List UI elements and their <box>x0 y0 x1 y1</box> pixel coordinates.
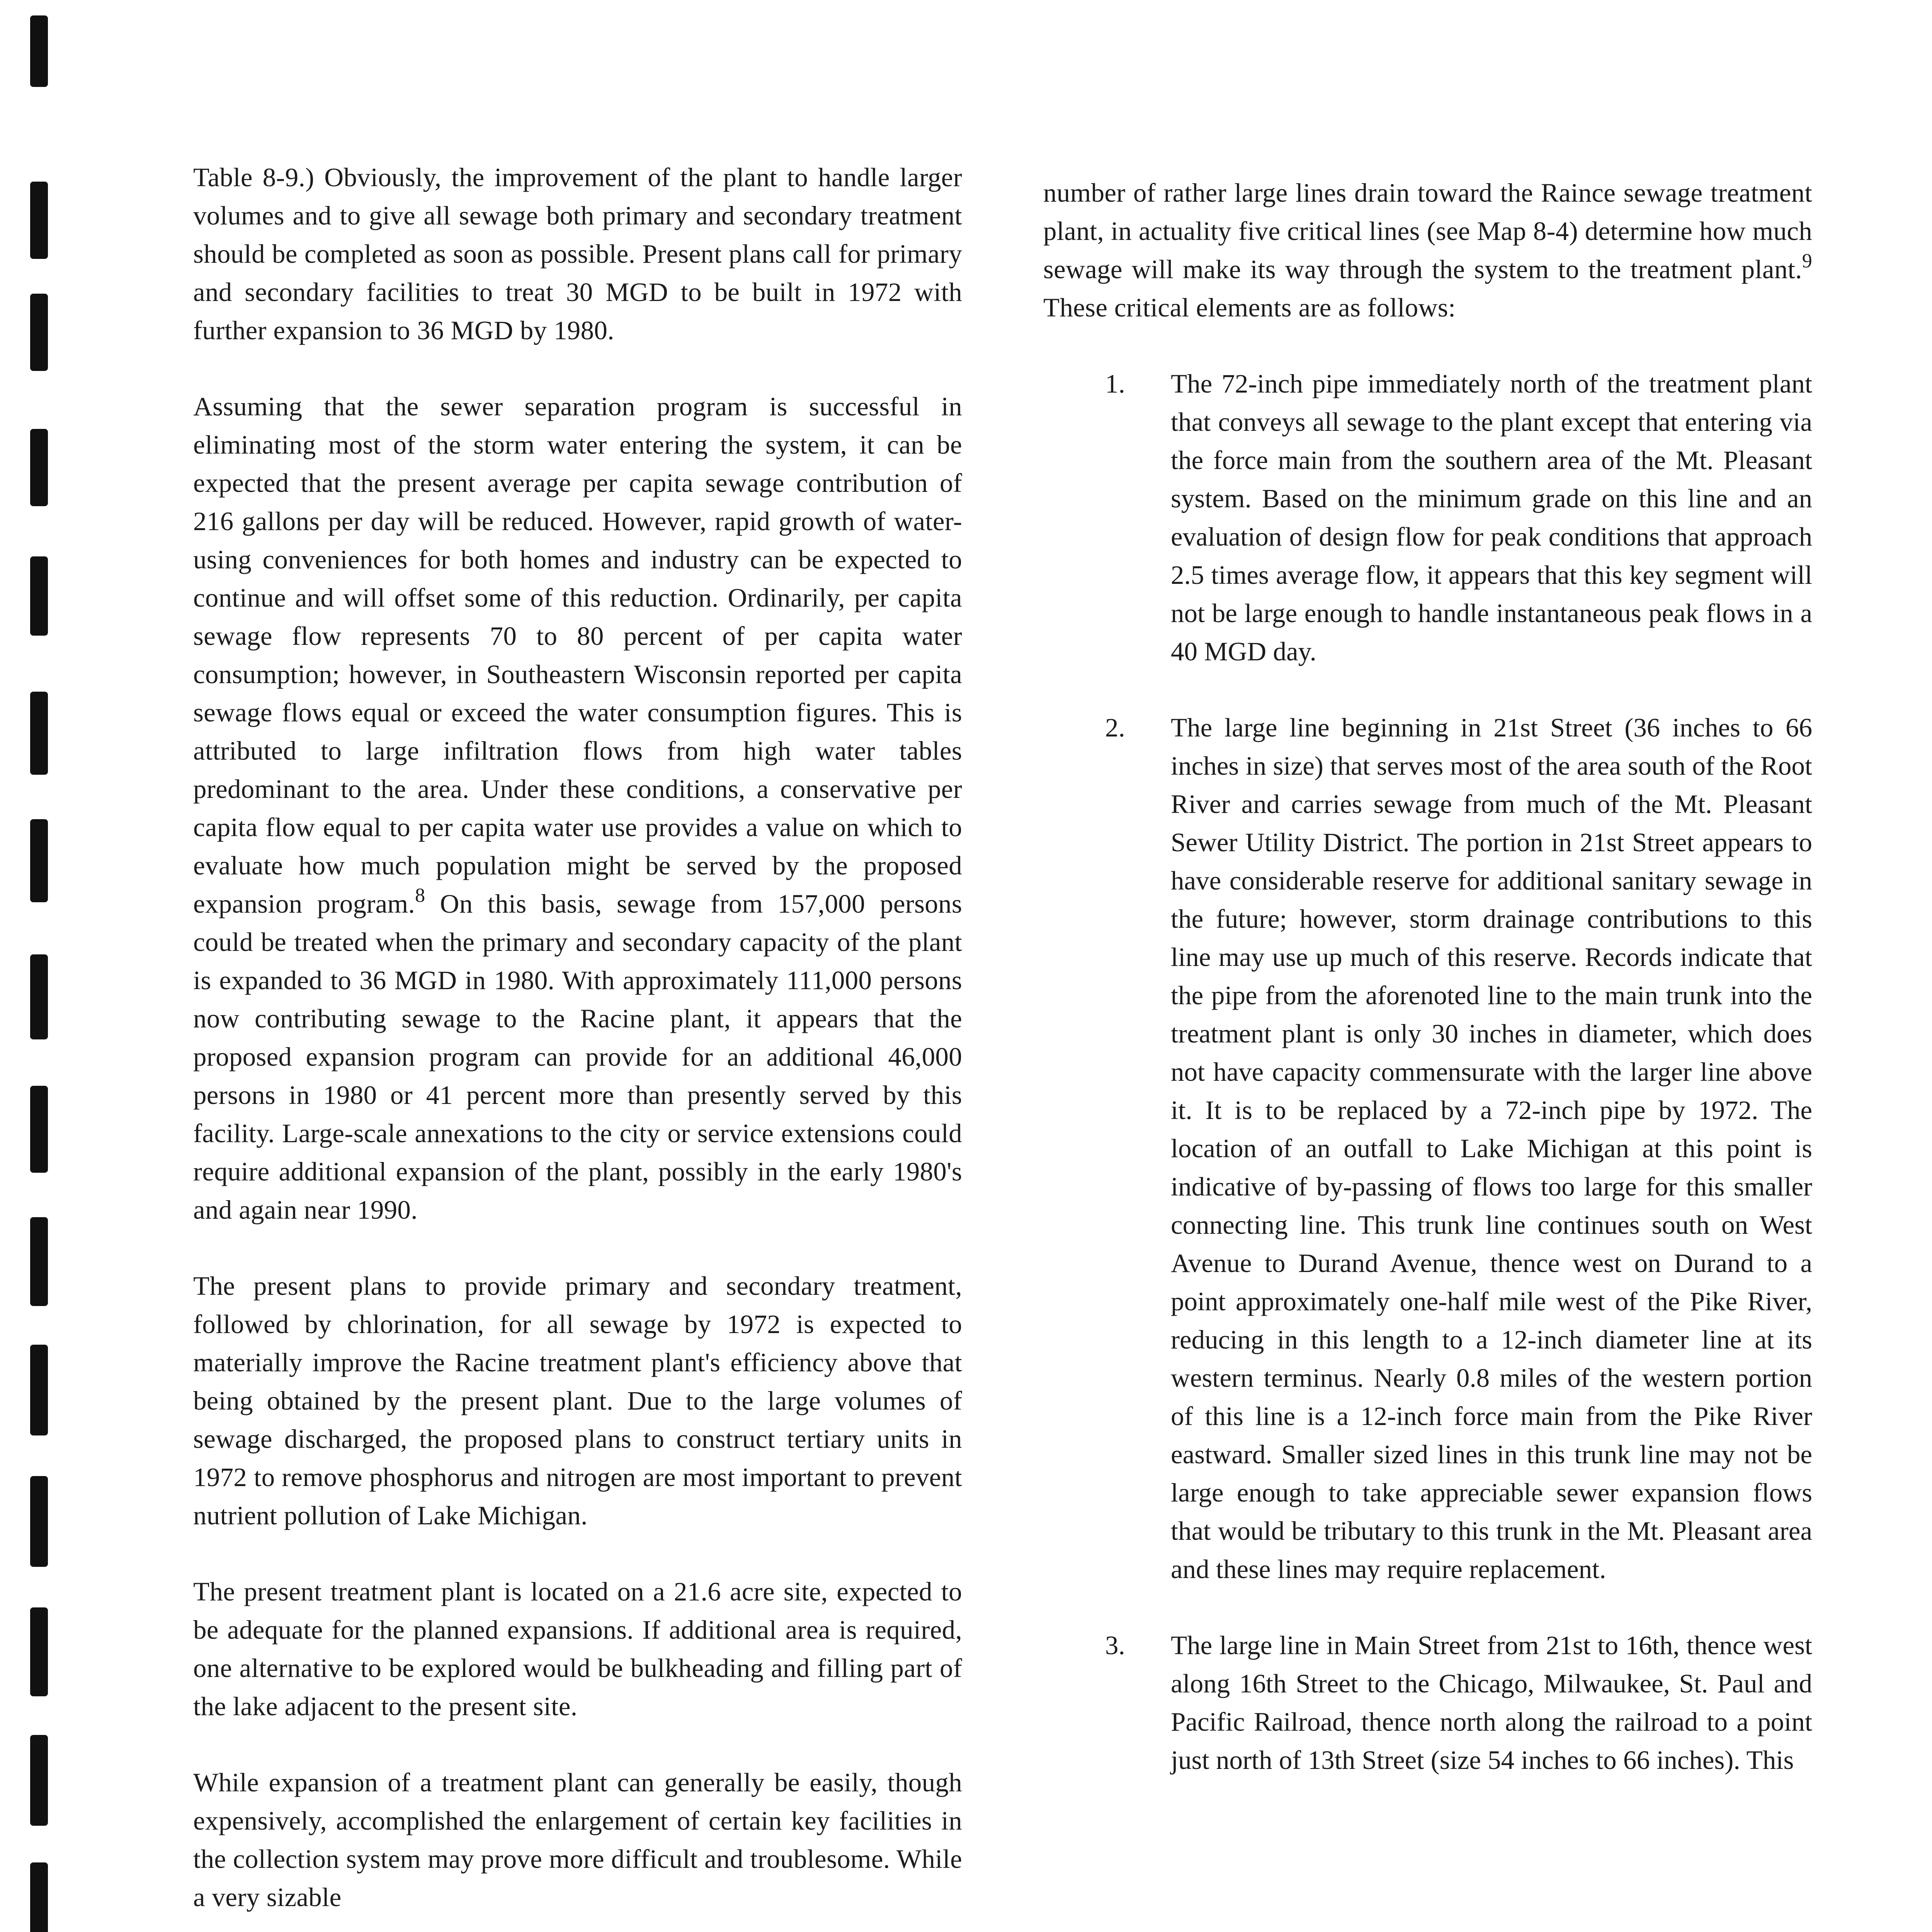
binding-mark <box>30 1735 48 1826</box>
binding-mark <box>30 1217 48 1306</box>
list-item <box>1043 709 1812 1588</box>
paragraph-text: number of rather large lines drain toward the Raince sewage treatment plant, in actuality five critical lines (see Map 8-4) determine how much sewage will make its way through the system to the treatment plant. <box>1043 178 1812 284</box>
binding-mark <box>30 1862 48 1932</box>
binding-mark <box>30 819 48 902</box>
paragraph: The present plans to provide primary and secondary treatment, followed by chlorination, for all sewage by 1972 is expected to materially improve the Racine treatment plant's efficiency above that being obtained by the present plant. Due to the large volumes of sewage discharged, the proposed plans to construct tertiary units in 1972 to remove phosphorus and nitrogen are most important to prevent nutrient pollution of Lake Michigan. <box>193 1271 962 1530</box>
paragraph: While expansion of a treatment plant can generally be easily, though expensively, accomplished the enlargement of certain key facilities in the collection system may prove more difficult and troublesome. While a very sizable <box>193 1768 962 1912</box>
list-number: 1. <box>1105 369 1125 398</box>
list-number: 3. <box>1105 1631 1125 1660</box>
binding-mark <box>30 556 48 636</box>
binding-mark <box>30 429 48 506</box>
binding-mark <box>30 692 48 775</box>
left-column <box>193 158 962 1917</box>
binding-mark <box>30 1476 48 1567</box>
binding-mark <box>30 1607 48 1696</box>
paragraph: Table 8-9.) Obviously, the improvement of the plant to handle larger volumes and to give all sewage both primary and secondary treatment should be completed as soon as possible. Present plans call for primary and secondary facilities to treat 30 MGD to be built in 1972 with further expansion to 36 MGD by 1980. <box>193 163 962 345</box>
right-column <box>1043 174 1812 1779</box>
paragraph <box>1043 174 1812 327</box>
binding-mark <box>30 1345 48 1435</box>
list-number: 2. <box>1105 713 1125 742</box>
binding-mark <box>30 182 48 259</box>
paragraph-text: These critical elements are as follows: <box>1043 293 1456 322</box>
numbered-list <box>1043 365 1812 1779</box>
list-item-text: The 72-inch pipe immediately north of the treatment plant that conveys all sewage to the plant except that entering via the force main from the southern area of the Mt. Pleasant system. Based on the minimum grade on this line and an evaluation of design flow for peak conditions that approach 2.5 times average flow, it appears that this key segment will not be large enough to handle instantaneous peak flows in a 40 MGD day. <box>1171 369 1812 666</box>
list-item <box>1043 365 1812 671</box>
binding-mark <box>30 1086 48 1173</box>
list-item <box>1043 1626 1812 1779</box>
list-item-text: The large line in Main Street from 21st to 16th, thence west along 16th Street to the Chicago, Milwaukee, St. Paul and Pacific Railroad, thence north along the railroad to a point just north of 13th Street (size 54 inches to 66 inches). This <box>1171 1631 1812 1775</box>
footnote-reference: 8 <box>415 884 425 906</box>
paragraph-text: On this basis, sewage from 157,000 persons could be treated when the primary and secondary capacity of the plant is expanded to 36 MGD in 1980. With approximately 111,000 persons now contributing sewage to the Racine plant, it appears that the proposed expansion program can provide for an additional 46,000 persons in 1980 or 41 percent more than presently served by this facility. Large-scale annexations to the city or service extensions could require additional expansion of the plant, possibly in the early 1980's and again near 1990. <box>193 889 962 1225</box>
binding-mark <box>30 15 48 87</box>
footnote-reference: 9 <box>1802 250 1812 272</box>
list-item-text: The large line beginning in 21st Street (36 inches to 66 inches in size) that serves most of the area south of the Root River and carries sewage from much of the Mt. Pleasant Sewer Utility District. The portion in 21st Street appears to have considerable reserve for additional sanitary sewage in the future; however, storm drainage contributions to this line may use up much of this reserve. Records indicate that the pipe from the aforenoted line to the main trunk into the treatment plant is only 30 inches in diameter, which does not have capacity commensurate with the larger line above it. It is to be replaced by a 72-inch pipe by 1972. The location of an outfall to Lake Michigan at this point is indicative of by-passing of flows too large for this smaller connecting line. This trunk line continues south on West Avenue to Durand Avenue, thence west on Durand to a point approximately one-half mile west of the Pike River, reducing in this length to a 12-inch diameter line at its western terminus. Nearly 0.8 miles of the western portion of this line is a 12-inch force main from the Pike River eastward. Smaller sized lines in this trunk line may not be large enough to take appreciable sewer expansion flows that would be tributary to this trunk in the Mt. Pleasant area and these lines may require replacement. <box>1171 713 1812 1584</box>
paragraph <box>193 388 962 1229</box>
paragraph: The present treatment plant is located on a 21.6 acre site, expected to be adequate for the planned expansions. If additional area is required, one alternative to be explored would be bulkheading and filling part of the lake adjacent to the present site. <box>193 1577 962 1721</box>
paragraph-text: Assuming that the sewer separation program is successful in eliminating most of the storm water entering the system, it can be expected that the present average per capita sewage contribution of 216 gallons per day will be reduced. However, rapid growth of water-using conveniences for both homes and industry can be expected to continue and will offset some of this reduction. Ordinarily, per capita sewage flow represents 70 to 80 percent of per capita water consumption; however, in Southeastern Wisconsin reported per capita sewage flows equal or exceed the water consumption figures. This is attributed to large infiltration flows from high water tables predominant to the area. Under these conditions, a conservative per capita flow equal to per capita water use provides a value on which to evaluate how much population might be served by the proposed expansion program. <box>193 392 962 918</box>
binding-mark <box>30 294 48 371</box>
binding-mark <box>30 954 48 1039</box>
